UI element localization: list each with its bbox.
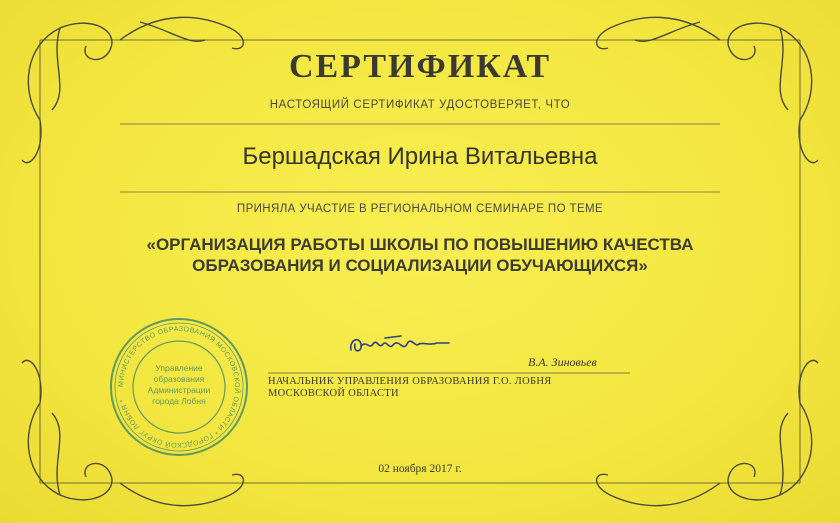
certificate-title: СЕРТИФИКАТ (288, 48, 552, 85)
recipient-name: Бершадская Ирина Витальевна (242, 143, 598, 170)
seminar-topic (60, 234, 780, 276)
seal-center-line-4: города Лобня (152, 396, 206, 406)
signer-position-line-2: МОСКОВСКОЙ ОБЛАСТИ (268, 388, 399, 399)
corner-ornament-bottom-right (597, 360, 818, 505)
signer-position (268, 376, 552, 400)
seal-ring-text: МИНИСТЕРСТВО ОБРАЗОВАНИЯ МОСКОВСКОЙ ОБЛАСТИ * ГОРОДСКОЙ ОКРУГ ЛОБНЯ * (117, 325, 241, 449)
issue-date: 02 ноября 2017 г. (378, 463, 462, 475)
seminar-topic-line-1: «ОРГАНИЗАЦИЯ РАБОТЫ ШКОЛЫ ПО ПОВЫШЕНИЮ КАЧЕСТВА (146, 235, 694, 254)
seal-center-line-2: образования (153, 374, 205, 384)
seminar-topic-line-2: ОБРАЗОВАНИЯ И СОЦИАЛИЗАЦИИ ОБУЧАЮЩИХСЯ» (192, 256, 648, 275)
signer-position-line-1: НАЧАЛЬНИК УПРАВЛЕНИЯ ОБРАЗОВАНИЯ Г.О. ЛОБНЯ (268, 376, 552, 387)
corner-ornament-top-right (597, 17, 818, 162)
seal-center-line-1: Управление (155, 363, 203, 373)
certificate-subtitle: НАСТОЯЩИЙ СЕРТИФИКАТ УДОСТОВЕРЯЕТ, ЧТО (269, 99, 571, 111)
official-seal (104, 312, 254, 462)
signer-name: В.А. Зиновьев (528, 355, 597, 369)
corner-ornament-top-left (22, 17, 243, 162)
seal-center-line-3: Администрации (147, 385, 211, 395)
participation-text: ПРИНЯЛА УЧАСТИЕ В РЕГИОНАЛЬНОМ СЕМИНАРЕ ПО ТЕМЕ (236, 203, 604, 215)
handwritten-signature (345, 330, 465, 360)
